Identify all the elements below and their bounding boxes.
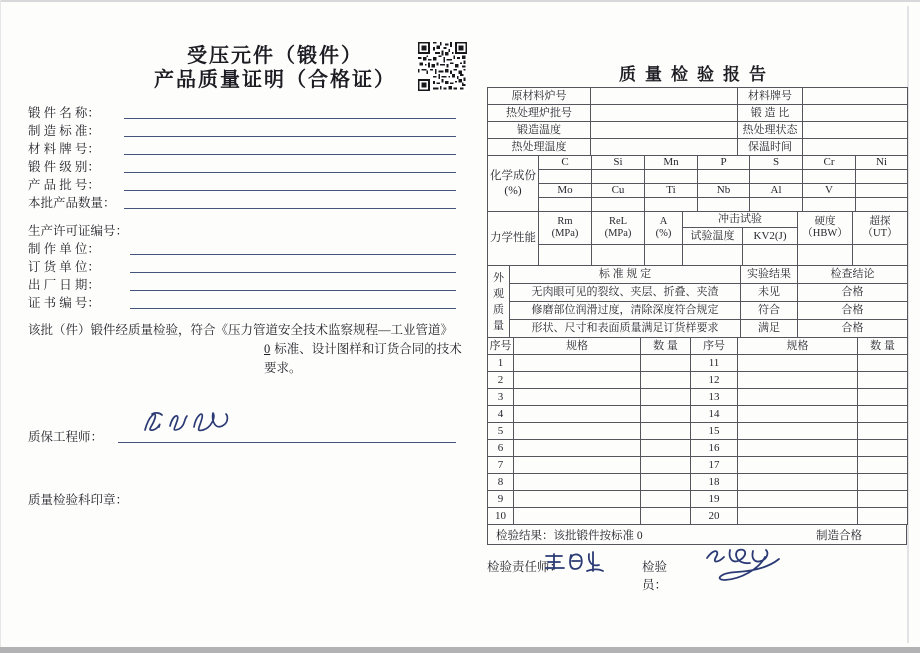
empty-cell bbox=[856, 198, 908, 212]
empty-cell bbox=[738, 355, 858, 372]
table-row bbox=[488, 266, 908, 284]
empty-cell bbox=[738, 474, 858, 491]
inspector-chief-label: 检验责任师： bbox=[487, 560, 563, 574]
table-row bbox=[488, 88, 908, 105]
empty-cell bbox=[738, 372, 858, 389]
empty-cell bbox=[858, 440, 908, 457]
info-value bbox=[591, 122, 738, 139]
form-field bbox=[28, 221, 458, 239]
serial-no: 19 bbox=[691, 491, 738, 508]
info-value bbox=[803, 122, 908, 139]
info-value bbox=[591, 105, 738, 122]
empty-cell bbox=[856, 170, 908, 184]
empty-cell bbox=[641, 372, 691, 389]
mech-header-rel: ReL (MPa) bbox=[592, 212, 645, 245]
hardness-header: 硬度 （HBW） bbox=[798, 212, 853, 245]
conformity-statement bbox=[28, 321, 464, 378]
appearance-standard: 无肉眼可见的裂纹、夹层、折叠、夹渣 bbox=[510, 284, 741, 302]
serial-no: 17 bbox=[691, 457, 738, 474]
inspection-seal-label: 质量检验科印章： bbox=[28, 493, 129, 507]
table-row bbox=[488, 355, 908, 372]
mech-header-rm: Rm (MPa) bbox=[539, 212, 592, 245]
empty-cell bbox=[645, 198, 698, 212]
empty-cell bbox=[858, 423, 908, 440]
table-row bbox=[488, 198, 908, 212]
empty-cell bbox=[641, 406, 691, 423]
form-field bbox=[28, 239, 458, 257]
table-row bbox=[488, 389, 908, 406]
empty-cell bbox=[645, 245, 683, 266]
serial-no: 9 bbox=[488, 491, 514, 508]
empty-cell bbox=[592, 170, 645, 184]
serial-no: 2 bbox=[488, 372, 514, 389]
serial-header: 数 量 bbox=[858, 338, 908, 355]
qa-engineer-signature-icon bbox=[132, 402, 244, 444]
empty-cell bbox=[514, 474, 641, 491]
mech-section-label: 力学性能 bbox=[488, 212, 539, 266]
table-row bbox=[488, 474, 908, 491]
info-label: 保温时间 bbox=[738, 139, 803, 156]
empty-cell bbox=[514, 508, 641, 525]
field-label: 生产许可证编号： bbox=[28, 224, 129, 238]
fill-line bbox=[130, 223, 456, 237]
fill-line bbox=[124, 158, 456, 173]
form-field bbox=[28, 193, 458, 211]
table-row bbox=[488, 170, 908, 184]
empty-cell bbox=[641, 508, 691, 525]
empty-cell bbox=[641, 355, 691, 372]
serial-no: 15 bbox=[691, 423, 738, 440]
appearance-conclusion: 合格 bbox=[798, 302, 908, 320]
element-symbol: Nb bbox=[698, 184, 750, 198]
serial-header: 规格 bbox=[738, 338, 858, 355]
table-row bbox=[488, 406, 908, 423]
empty-cell bbox=[803, 198, 856, 212]
empty-cell bbox=[738, 508, 858, 525]
certificate-title-line2: 产品质量证明（合格证） bbox=[154, 69, 396, 91]
report-tables bbox=[487, 88, 907, 545]
serial-no: 5 bbox=[488, 423, 514, 440]
table-row bbox=[488, 440, 908, 457]
empty-cell bbox=[539, 170, 592, 184]
field-label: 制 造 标 准： bbox=[28, 124, 100, 138]
appearance-header-result: 实验结果 bbox=[741, 266, 798, 284]
mech-header-a: A (%) bbox=[645, 212, 683, 245]
inspector-chief-signature-icon bbox=[541, 548, 607, 576]
impact-temp-header: 试验温度 bbox=[683, 228, 743, 245]
empty-cell bbox=[514, 457, 641, 474]
empty-cell bbox=[750, 170, 803, 184]
field-label: 制 作 单 位： bbox=[28, 242, 100, 256]
table-row bbox=[488, 139, 908, 156]
table-row bbox=[488, 508, 908, 525]
appearance-standard: 形状、尺寸和表面质量满足订货样要求 bbox=[510, 320, 741, 338]
element-symbol: Ti bbox=[645, 184, 698, 198]
empty-cell bbox=[641, 423, 691, 440]
info-table bbox=[487, 87, 908, 156]
empty-cell bbox=[738, 389, 858, 406]
empty-cell bbox=[738, 423, 858, 440]
info-label: 锻 造 比 bbox=[738, 105, 803, 122]
inspection-result-text: 检验结果：该批锻件按标准 0 bbox=[496, 529, 643, 542]
appearance-header-standard: 标 准 规 定 bbox=[510, 266, 741, 284]
serial-no: 1 bbox=[488, 355, 514, 372]
fill-line bbox=[124, 104, 456, 119]
empty-cell bbox=[514, 389, 641, 406]
appearance-result: 满足 bbox=[741, 320, 798, 338]
mechanical-properties-table bbox=[487, 211, 908, 266]
empty-cell bbox=[514, 491, 641, 508]
table-row bbox=[488, 491, 908, 508]
serial-no: 6 bbox=[488, 440, 514, 457]
statement-line2-text: 标准、设计图样和订货合同的技术要求。 bbox=[264, 342, 462, 375]
element-symbol: P bbox=[698, 156, 750, 170]
empty-cell bbox=[539, 245, 592, 266]
info-label: 热处理温度 bbox=[488, 139, 591, 156]
serial-header: 数 量 bbox=[641, 338, 691, 355]
fill-line bbox=[124, 194, 456, 209]
field-label: 锻 件 名 称： bbox=[28, 106, 100, 120]
form-field bbox=[28, 103, 458, 121]
table-row bbox=[488, 105, 908, 122]
empty-cell bbox=[698, 198, 750, 212]
empty-cell bbox=[858, 508, 908, 525]
scan-edge-top bbox=[0, 0, 920, 2]
certificate-title bbox=[75, 44, 475, 92]
impact-kv2-header: KV2(J) bbox=[743, 228, 798, 245]
info-value bbox=[591, 139, 738, 156]
element-symbol: Cu bbox=[592, 184, 645, 198]
serial-no: 13 bbox=[691, 389, 738, 406]
certificate-fields-group2 bbox=[28, 221, 458, 311]
fill-line bbox=[130, 240, 456, 255]
empty-cell bbox=[803, 170, 856, 184]
form-field bbox=[28, 157, 458, 175]
info-label: 材料牌号 bbox=[738, 88, 803, 105]
empty-cell bbox=[738, 457, 858, 474]
appearance-conclusion: 合格 bbox=[798, 284, 908, 302]
table-row bbox=[488, 122, 908, 139]
table-row bbox=[488, 372, 908, 389]
serial-no: 10 bbox=[488, 508, 514, 525]
element-symbol: S bbox=[750, 156, 803, 170]
manufacture-qualified-text: 制造合格 bbox=[816, 529, 862, 542]
empty-cell bbox=[798, 245, 853, 266]
certificate-fields-group1 bbox=[28, 103, 458, 211]
empty-cell bbox=[858, 372, 908, 389]
table-row bbox=[488, 423, 908, 440]
appearance-quality-table bbox=[487, 265, 908, 338]
report-title: 质量检验报告 bbox=[619, 65, 775, 84]
chem-section-label: 化学成份 (%) bbox=[488, 156, 539, 212]
empty-cell bbox=[514, 440, 641, 457]
empty-cell bbox=[858, 474, 908, 491]
form-field bbox=[28, 293, 458, 311]
empty-cell bbox=[858, 389, 908, 406]
empty-cell bbox=[539, 198, 592, 212]
form-field bbox=[28, 275, 458, 293]
empty-cell bbox=[858, 406, 908, 423]
element-symbol bbox=[856, 184, 908, 198]
table-row bbox=[488, 457, 908, 474]
appearance-section-label: 外观质量 bbox=[488, 266, 510, 338]
field-label: 本批产品数量： bbox=[28, 196, 116, 210]
serial-no: 16 bbox=[691, 440, 738, 457]
field-label: 产 品 批 号： bbox=[28, 178, 100, 192]
empty-cell bbox=[858, 457, 908, 474]
field-label: 订 货 单 位： bbox=[28, 260, 100, 274]
serial-no: 8 bbox=[488, 474, 514, 491]
empty-cell bbox=[641, 457, 691, 474]
empty-cell bbox=[641, 474, 691, 491]
empty-cell bbox=[750, 198, 803, 212]
empty-cell bbox=[514, 372, 641, 389]
fill-line bbox=[124, 122, 456, 137]
field-label: 出 厂 日 期： bbox=[28, 278, 100, 292]
empty-cell bbox=[592, 198, 645, 212]
serial-no: 7 bbox=[488, 457, 514, 474]
empty-cell bbox=[738, 491, 858, 508]
element-symbol: V bbox=[803, 184, 856, 198]
form-field bbox=[28, 175, 458, 193]
table-row bbox=[488, 302, 908, 320]
serial-no: 3 bbox=[488, 389, 514, 406]
form-field bbox=[28, 121, 458, 139]
appearance-header-conclusion: 检查结论 bbox=[798, 266, 908, 284]
field-label: 证 书 编 号： bbox=[28, 296, 100, 310]
fill-line bbox=[130, 258, 456, 273]
statement-line2 bbox=[264, 340, 464, 378]
statement-line1: 该批（件）锻件经质量检验，符合《压力管道安全技术监察规程—工业管道》 bbox=[28, 323, 454, 337]
qa-engineer-label: 质保工程师： bbox=[28, 430, 104, 444]
info-value bbox=[803, 88, 908, 105]
element-symbol: Al bbox=[750, 184, 803, 198]
chemical-composition-table bbox=[487, 155, 908, 212]
empty-cell bbox=[683, 245, 743, 266]
ut-header: 超探 （UT） bbox=[853, 212, 908, 245]
scan-edge-bottom bbox=[0, 647, 920, 653]
empty-cell bbox=[853, 245, 908, 266]
empty-cell bbox=[514, 423, 641, 440]
element-symbol: C bbox=[539, 156, 592, 170]
table-row bbox=[488, 245, 908, 266]
serial-no: 14 bbox=[691, 406, 738, 423]
inspector-label: 检验员： bbox=[642, 560, 668, 592]
serial-no: 18 bbox=[691, 474, 738, 491]
empty-cell bbox=[743, 245, 798, 266]
empty-cell bbox=[858, 491, 908, 508]
standard-number: 0 bbox=[264, 342, 271, 356]
element-symbol: Cr bbox=[803, 156, 856, 170]
serial-no: 11 bbox=[691, 355, 738, 372]
info-value bbox=[591, 88, 738, 105]
element-symbol: Mn bbox=[645, 156, 698, 170]
empty-cell bbox=[514, 355, 641, 372]
serial-no: 20 bbox=[691, 508, 738, 525]
element-symbol: Mo bbox=[539, 184, 592, 198]
table-row bbox=[488, 284, 908, 302]
fill-line bbox=[130, 294, 456, 309]
info-label: 锻造温度 bbox=[488, 122, 591, 139]
field-label: 锻 件 级 别： bbox=[28, 160, 100, 174]
certificate-title-line1: 受压元件（锻件） bbox=[187, 45, 363, 67]
field-label: 材 料 牌 号： bbox=[28, 142, 100, 156]
element-symbol: Ni bbox=[856, 156, 908, 170]
serial-header: 规格 bbox=[514, 338, 641, 355]
serial-table bbox=[487, 337, 908, 525]
table-row bbox=[488, 212, 908, 228]
scan-edge-left bbox=[0, 0, 1, 653]
table-row bbox=[488, 184, 908, 198]
appearance-result: 符合 bbox=[741, 302, 798, 320]
serial-no: 12 bbox=[691, 372, 738, 389]
inspector-signature-icon bbox=[693, 541, 789, 589]
serial-no: 4 bbox=[488, 406, 514, 423]
info-value bbox=[803, 139, 908, 156]
empty-cell bbox=[858, 355, 908, 372]
empty-cell bbox=[738, 440, 858, 457]
form-field bbox=[28, 257, 458, 275]
empty-cell bbox=[592, 245, 645, 266]
element-symbol: Si bbox=[592, 156, 645, 170]
serial-header: 序号 bbox=[488, 338, 514, 355]
table-row bbox=[488, 156, 908, 170]
info-label: 热处理炉批号 bbox=[488, 105, 591, 122]
serial-header: 序号 bbox=[691, 338, 738, 355]
info-label: 热处理状态 bbox=[738, 122, 803, 139]
empty-cell bbox=[514, 406, 641, 423]
fill-line bbox=[124, 140, 456, 155]
appearance-conclusion: 合格 bbox=[798, 320, 908, 338]
fill-line bbox=[124, 176, 456, 191]
fill-line bbox=[130, 276, 456, 291]
appearance-result: 未见 bbox=[741, 284, 798, 302]
empty-cell bbox=[698, 170, 750, 184]
impact-test-header: 冲击试验 bbox=[683, 212, 798, 228]
form-field bbox=[28, 139, 458, 157]
info-label: 原材料炉号 bbox=[488, 88, 591, 105]
empty-cell bbox=[641, 389, 691, 406]
qr-code-icon bbox=[418, 42, 467, 91]
empty-cell bbox=[738, 406, 858, 423]
empty-cell bbox=[641, 491, 691, 508]
appearance-standard: 修磨部位润滑过度，清除深度符合规定 bbox=[510, 302, 741, 320]
empty-cell bbox=[641, 440, 691, 457]
table-row bbox=[488, 320, 908, 338]
empty-cell bbox=[645, 170, 698, 184]
info-value bbox=[803, 105, 908, 122]
table-row bbox=[488, 338, 908, 355]
